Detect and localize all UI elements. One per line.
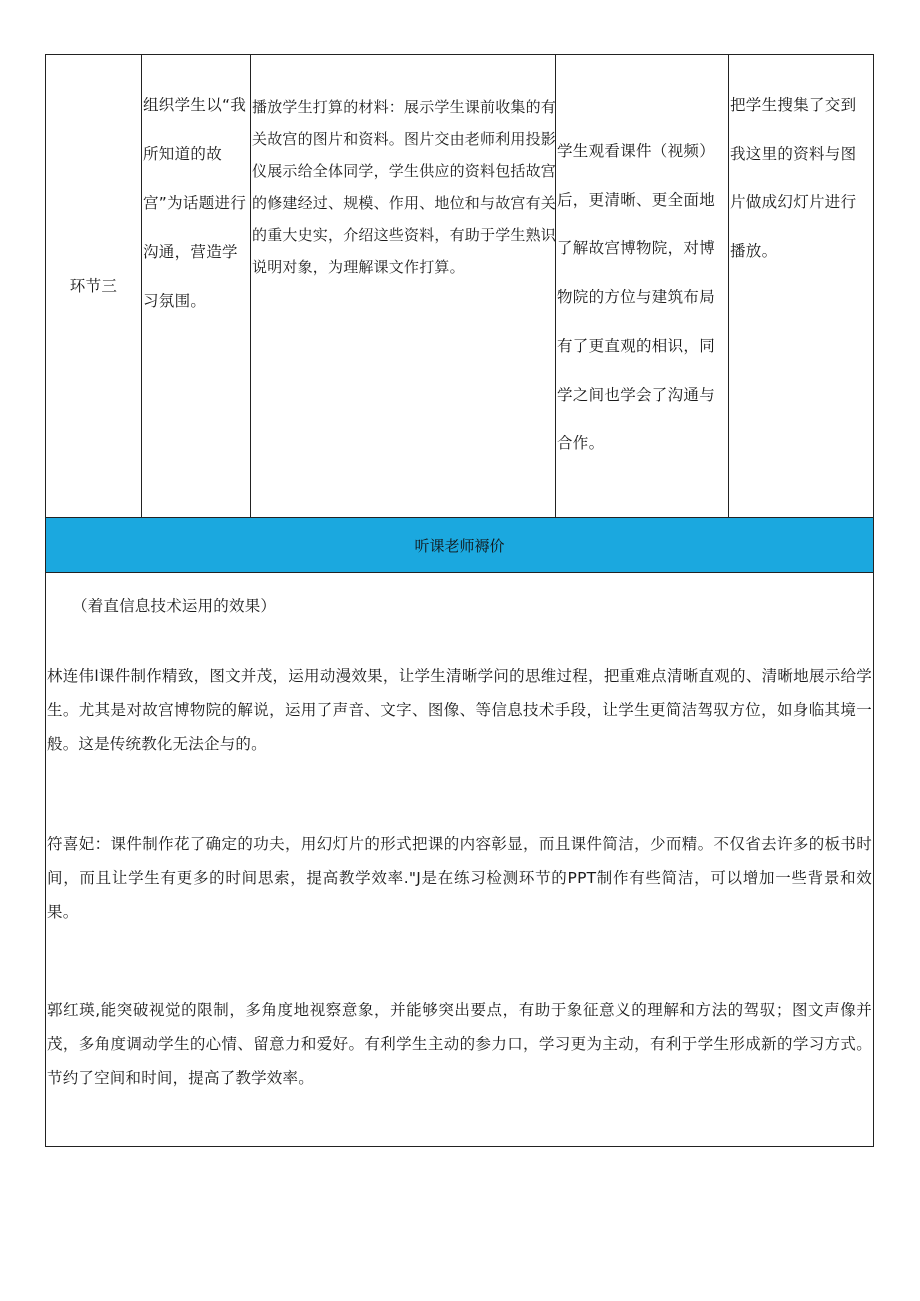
- stage-cell: [46, 55, 141, 517]
- lesson-table: [45, 54, 874, 1147]
- student-activity-cell: 学生观看课件（视频）后，更清晰、更全面地了解故宫博物院，对博物院的方位与建筑布局有了更直观的相识，同学之间也学会了沟通与合作。: [557, 142, 716, 453]
- column-divider: [141, 55, 142, 517]
- teacher-activity-cell: 组织学生以“我所知道的故宫”为话题进行沟通，营造学习氛围。: [143, 96, 247, 310]
- row-divider: [46, 572, 873, 573]
- section-header: [46, 518, 873, 572]
- note-cell: 把学生搜集了交到我这里的资料与图片做成幻灯片进行播放。: [730, 96, 857, 260]
- stage-label: 环节三: [69, 276, 118, 295]
- comment-paragraph: 林连伟l课件制作精致，图文并茂，运用动漫效果，让学生清晰学问的思维过程，把重难点清晰直观的、清晰地展示给学生。尤其是对故宫博物院的解说，运用了声音、文字、图像、等信息技术手段，让学生更简洁驾驭方位，如身临其境一般。这是传统教化无法企与的。: [47, 667, 872, 753]
- media-cell: 播放学生打算的材料：展示学生课前收集的有关故宫的图片和资料。图片交由老师利用投影仪展示给全体同学，学生供应的资料包括故宫的修建经过、规模、作用、地位和与故宫有关的重大史实，介绍这些资料，有助于学生熟识说明对象，为理解课文作打算。: [252, 98, 557, 276]
- section-title: 听课老师褥价: [414, 536, 505, 555]
- comment-paragraph: 郭红瑛,能突破视觉的限制，多角度地视察意象，并能够突出要点，有助于象征意义的理解和方法的驾驭；图文声像并茂，多角度调动学生的心情、留意力和爱好。有利学生主动的参力口，学习更为主动，有利于学生形成新的学习方式。节约了空间和时间，提高了教学效率。: [47, 1001, 872, 1087]
- section-subtitle: （着直信息技术运用的效果）: [72, 597, 277, 615]
- comment-paragraph: 符喜妃：课件制作花了确定的功夫，用幻灯片的形式把课的内容彰显，而且课件简洁，少而精。不仅省去许多的板书时间，而且让学生有更多的时间思索，提高教学效率."J是在练习检测环节的PPT制作有些简洁，可以增加一些背景和效果。: [47, 835, 872, 921]
